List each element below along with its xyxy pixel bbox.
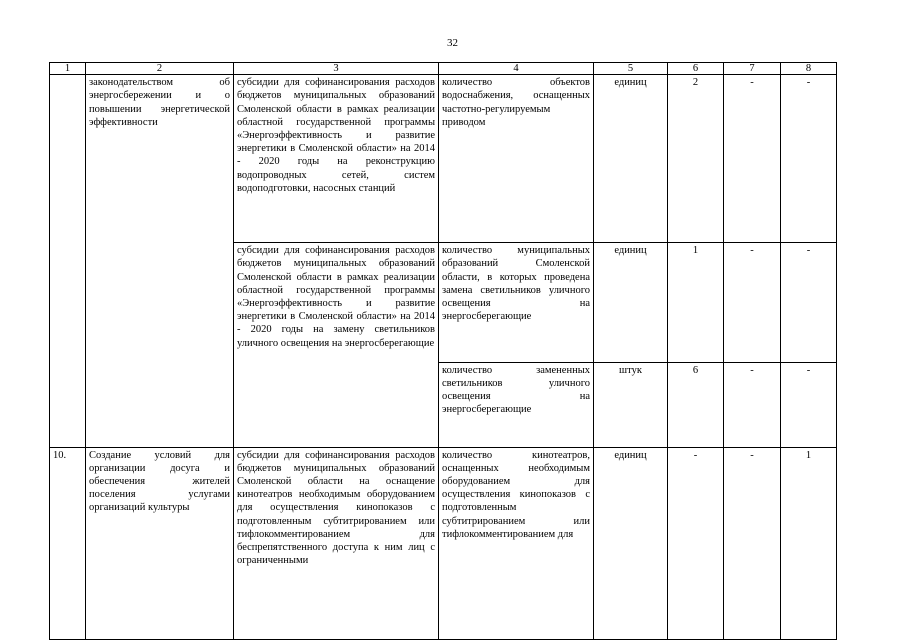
data-table (49, 62, 837, 640)
row-number-cell (50, 75, 86, 448)
subsidy-description-cell: субсидии для софинансирования расходов бюджетов муниципальных образований Смоленской области на оснащение кинотеатров необходимым оборудованием для осуществления кинопоказов с подготовленным субтитрированием или тифлокомментированием для беспрепятственного доступа к ним лиц с ограниченными (234, 447, 439, 639)
unit-cell: единиц (594, 75, 668, 243)
row-number-cell: 10. (50, 447, 86, 639)
table-row (50, 75, 837, 243)
value-cell-8: - (781, 75, 837, 243)
table-row (50, 447, 837, 639)
unit-cell: единиц (594, 447, 668, 639)
value-cell-8: - (781, 243, 837, 362)
activity-cell: Создание условий для организации досуга и обеспечения жителей поселения услугами организаций культуры (86, 447, 234, 639)
value-cell-8: - (781, 362, 837, 447)
value-cell-6: - (668, 447, 724, 639)
indicator-cell: количество муниципальных образований Смоленской области, в которых проведена замена светильников уличного освещения на энергосберегающие (439, 243, 594, 362)
value-cell-7: - (724, 75, 781, 243)
header-cell-1: 1 (50, 63, 86, 75)
value-cell-8: 1 (781, 447, 837, 639)
unit-cell: штук (594, 362, 668, 447)
header-cell-2: 2 (86, 63, 234, 75)
value-cell-7: - (724, 362, 781, 447)
header-cell-7: 7 (724, 63, 781, 75)
activity-cell: законодательством об энергосбережении и о повышении энергетической эффективности (86, 75, 234, 448)
header-cell-5: 5 (594, 63, 668, 75)
indicator-cell: количество замененных светильников уличного освещения на энергосберегающие (439, 362, 594, 447)
value-cell-6: 1 (668, 243, 724, 362)
header-row (50, 63, 837, 75)
header-cell-8: 8 (781, 63, 837, 75)
page-number: 32 (447, 37, 458, 49)
value-cell-6: 6 (668, 362, 724, 447)
indicator-cell: количество объектов водоснабжения, оснащенных частотно-регулируемым приводом (439, 75, 594, 243)
indicator-cell: количество кинотеатров, оснащенных необходимым оборудованием для осуществления кинопоказов с подготовленным субтитрированием или тифлокомментированием для (439, 447, 594, 639)
value-cell-7: - (724, 447, 781, 639)
value-cell-7: - (724, 243, 781, 362)
value-cell-6: 2 (668, 75, 724, 243)
header-cell-3: 3 (234, 63, 439, 75)
header-cell-4: 4 (439, 63, 594, 75)
subsidy-description-cell: субсидии для софинансирования расходов бюджетов муниципальных образований Смоленской области в рамках реализации областной государственной программы «Энергоэффективность и развитие энергетики в Смоленской области» на 2014 - 2020 годы на реконструкцию водопроводных сетей, систем водоподготовки, насосных станций (234, 75, 439, 243)
unit-cell: единиц (594, 243, 668, 362)
header-cell-6: 6 (668, 63, 724, 75)
subsidy-description-cell: субсидии для софинансирования расходов бюджетов муниципальных образований Смоленской области в рамках реализации областной государственной программы «Энергоэффективность и развитие энергетики в Смоленской области» на 2014 - 2020 годы на замену светильников уличного освещения на энергосберегающие (234, 243, 439, 447)
